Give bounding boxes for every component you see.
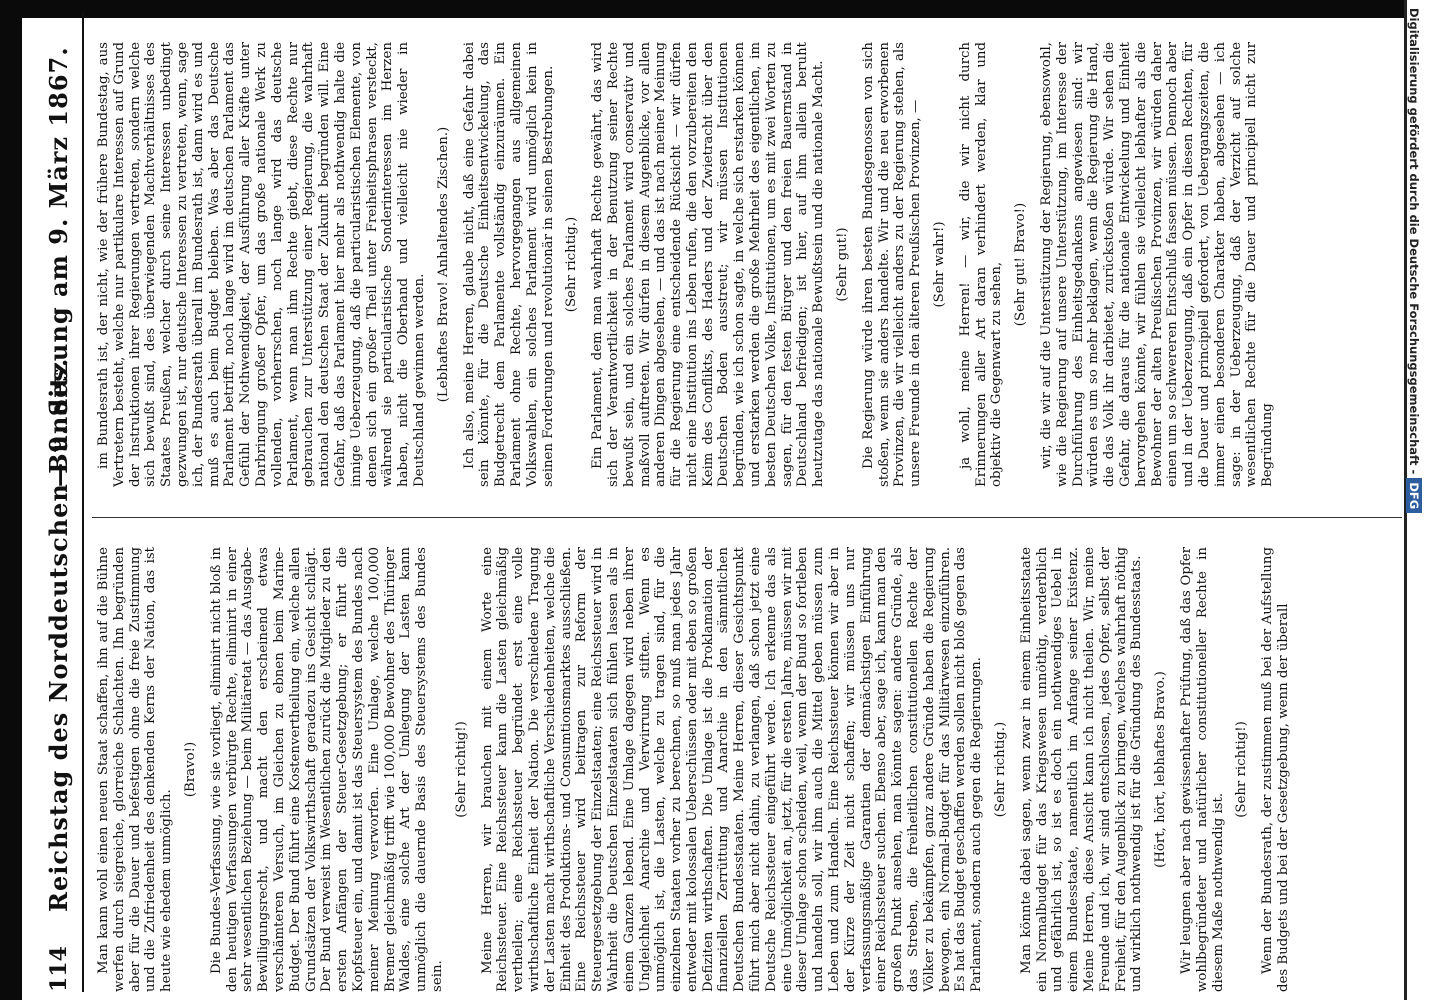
digitization-note-text: Digitalisierung gefördert durch die Deutsche Forschungsgemeinschaft - [1407,8,1421,475]
paragraph: Ich also, meine Herren, glaube nicht, daß eine Gefahr dabei sein könnte, für die Deutsche Einheitsentwickelung, das Budgetrecht dem Parlamente vollständig einzuräumen. Ein Parlament ohne Rechte, hervorgegangen aus allgemeinen Volkswahlen, ein solches Parlament wird unmöglich kein in seinen Forderungen und revolutionär in seinen Bestrebungen. [461,42,556,487]
paragraph: Die Regierung würde ihren besten Bundesgenossen von sich stoßen, wenn sie anders handelte. Wir und die neu erworbenen Provinzen, die wir vielleicht anders zu der Regierung stehen, als unsere Freunde in den älteren Preußischen Provinzen, — [860,42,924,487]
paragraph: Meine Herren, wir brauchen mit einem Worte eine Reichssteuer. Eine Reichssteuer kann die Lasten gleichmäßig vertheilen; eine Reichssteuer begründet erst eine volle wirthschaftliche Einheit der Nation. Die verschiedene Tragung der Lasten macht wirthschaftliche Verschiedenheiten, welche die Einheit des Produktions- und Consumtionsmarktes ausschließen. Eine Reichssteuer wird beitragen zur Reform der Steuergesetzgebung der Einzelstaaten; eine Reichssteuer wird in Wahrheit die Deutschen Einzelstaaten sich fühlen lassen als in einem Ganzen lebend. Eine Umlage dagegen wird neben ihrer Ungleichheit Anarchie und Verwirrung stiften. Wenn es unmöglich ist, die Lasten, welche zu tragen sind, für die einzelnen Staaten vorher zu berechnen, so muß man jedes Jahr entweder mit kolossalen Ueberschüssen oder mit eben so großen Defiziten wirthschaften. Die Umlage ist die Proklamation der finanziellen Zerrüttung und Anarchie in den sämmtlichen Deutschen Bundesstaaten. Meine Herren, dieser Gesichtspunkt führt mich aber nicht dahin, zu verlangen, daß schon jetzt eine Deutsche Reichssteuer eingeführt werde. Ich erkenne das als eine Unmöglichkeit an, jetzt, für die ersten Jahre, müssen wir mit dieser Umlage schon scheiden, weil, wenn der Bund so fortleben und handeln soll, wir ihm auch die Mittel geben müssen zum Leben und zum Handeln. Eine Reichssteuer können wir aber in der Kürze der Zeit nicht schaffen; wir müssen uns nur verfassungsmäßige Garantien der demnächstigen Einführung einer Reichssteuer suchen. Ebenso aber, sage ich, kann man den großen Punkt ansehen, man könnte sagen: andere Gründe, als das Streben, die freiheitlichen constitutionellen Rechte der Völker zu bekämpfen, ganz andere Gründe haben die Regierung bewogen, ein Normal-Budget für das Militärwesen einzuführen. Es hat das Budget geschaffen werden sollen nicht bloß gegen das Parlament, sondern auch gegen die Regierungen. [479,547,985,992]
right-column [96,42,1282,487]
paragraph: im Bundesrath ist, der nicht, wie der frühere Bundestag, aus Vertretern besteht, welche nur partikulare Interessen auf Grund der Instruktionen ihrer Regierungen vertreten, sondern welche sich bewußt sind, des überwiegenden Machtverhältnisses des Staates Preußen, welcher durch seine Interessen unbedingt gezwungen ist, nur deutsche Interessen zu vertreten, wenn, sage ich, der Bundesrath überall im Bundesrath ist, dann wird es und muß es auch beim Budget bleiben. Was aber das Deutsche Parlament betrifft, noch lange wird im deutschen Parlament das Gefühl der Nothwendigkeit, der Ausführung aller Kräfte unter Darbringung großer Opfer, um das große nationale Werk zu vollenden, vorherrschen, noch lange wird das deutsche Parlament, wenn man ihm Rechte giebt, diese Rechte nur gebrauchen zur Unterstützung einer Regierung, die wahrhaft national den deutschen Staat der Zukunft begründen will. Eine Gefahr, daß das Parlament hier mehr als nothwendig halte die innige Ueberzeugung, daß die particularistischen Elemente, von denen sich ein großer Theil unter Freiheitsphrasen versteckt, während sie particularistische Sonderinteressen im Herzen haben, nicht die Oberhand und vielleicht nie wieder in Deutschland gewinnen werden. [96,42,427,487]
interjection: (Sehr richtig.) [993,721,1009,818]
paragraph: Wir leugnen aber nach gewissenhafter Prüfung, daß das Opfer wohlbegründeter und natürlicher constitutioneller Rechte in diesem Maße nothwendig ist. [1179,547,1226,992]
paragraph: Die Bundes-Verfassung, wie sie vorliegt, eliminirt nicht bloß in den heutigen Verfassungen verbürgte Rechte, eliminirt in einer sehr wesentlichen Beziehung — beim Militäretat — das Ausgabe-Bewilligungsrecht, und macht den erscheinend etwas verschämteren Versuch, im Gleichen zu ebnen beim Marine-Budget. Der Bund führt eine Kostenvertheilung ein, welche allen Grundsätzen der Volkswirthschaft geradezu ins Gesicht schlägt. Der Bund verweist im Wesentlichen zurück die Mitglieder zu den ersten Anfängen der Steuer-Gesetzgebung; er führt die Kopfsteuer ein, und damit ist das Steuersystem des Bundes nach meiner Meinung verworfen. Eine Umlage, welche 100,000 Bremer gleichmäßig trifft wie 100,000 Bewohner des Thüringer Waldes, eine solche Art der Umlegung der Lasten kann unmöglich die dauernde Basis des Steuersystems des Bundes sein. [208,547,445,992]
interjection: (Sehr richtig!) [1234,721,1250,818]
paragraph: Wenn der Bundesrath, der zustimmen muß bei der Aufstellung des Budgets und bei der Gesetzgebung, wenn der überall [1260,547,1291,992]
dfg-logo-badge: DFG [1406,478,1422,513]
interjection: (Sehr gut! Bravo!) [1013,202,1029,327]
interjection: (Sehr richtig!) [453,721,469,818]
document-page [38,12,1408,992]
interjection: (Hört, hört, lebhaftes Bravo.) [1153,671,1169,868]
paragraph: Ein Parlament, dem man wahrhaft Rechte gewährt, das wird sich der Verantwortlichkeit in der Benutzung seiner Rechte bewußt sein, und ein solches Parlament wird conservativ und maßvoll auftreten. Wir dürfen in diesem Augenblicke, vor allen anderen Dingen abgesehen, — und das ist nach meiner Meinung für die Regierung eine entscheidende Rücksicht — wir dürfen nicht eine Institution ins Leben rufen, die den vorzubereiten den Keim des Conflikts, des Haders und der Zwietracht über den Deutschen Boden ausstreut; wir müssen Institutionen begründen, wie ich schon sagte, in welche sich erstarken können und erstarken werden die große Mehrheit des eigentlichen, im besten Deutschen Volke, Institutionen, um es mit zwei Worten zu sagen, für den festen Bürger und den freien Bauernstand in Deutschland befriedigen; ist hier, auf ihm allein beruht heutzutage das nationale Bewußtsein und die nationale Macht. [590,42,827,487]
interjection: (Sehr wahr!) [932,221,948,308]
interjection: (Lebhaftes Bravo! Anhaltendes Zischen.) [435,126,451,403]
paragraph: Man kann wohl einen neuen Staat schaffen, ihn auf die Bühne werfen durch siegreiche, glorreiche Schlachten. Ihn begründen aber für die Dauer und befestigen ohne die freie Zustimmung und die Zufriedenheit des denkenden Kerns der Nation, das ist heute wie ehedem unmöglich. [96,547,175,992]
paragraph: ja wohl, meine Herren! — wir, die wir nicht durch Erinnerungen aller Art daran verhindert werden, klar und objektiv die Gegenwart zu sehen, [957,42,1005,487]
digitization-note [1403,8,1425,1008]
interjection: (Sehr richtig.) [564,216,580,313]
paragraph: wir, die wir auf die Unterstützung der Regierung, ebensowohl, wie die Regierung auf unsere Unterstützung, im Interesse der Durchführung des Einheitsgedankens angewiesen sind: wir würden es um so mehr beklagen, wenn die Regierung die Hand, die das Volk ihr darbietet, zurückstoßen würde. Wir sehen die Gefahr, die daraus für die nationale Entwickelung und Einheit hervorgehen könnte, wir fühlen sie vielleicht lebhafter als die Bewohner der alten Preußischen Provinzen, wir würden daher einen um so schwereren Entschluß fassen müssen. Dennoch aber und in der Ueberzeugung, daß ein Opfer in diesen Rechten, für die Dauer und principiell gefordert, von Uebergangszeiten, die immer einen besonderen Charakter haben, abgesehen — ich sage: in der Ueberzeugung, daß der Verzicht auf solche wesentlichen Rechte für die Dauer und principiell nicht zur Begründung [1039,42,1276,487]
running-title-right: — 9. Sitzung am 9. März 1867. [44,46,73,487]
page-number: 114 [46,946,72,992]
paragraph: Man könnte dabei sagen, wenn zwar in einem Einheitsstaate ein Normalbudget für das Kriegswesen unnöthig, verderblich und gefährlich ist, so ist es doch ein nothwendiges Uebel in einem Bundesstaate, namentlich im Anfange seiner Existenz. Meine Herren, diese Ansicht kann ich nicht theilen. Wir, meine Freunde und ich, wir sind entschlossen, jedes Opfer, selbst der Freiheit, für den Augenblick zu bringen, welches wahrhaft nöthig und wirklich nothwendig ist für die Gründung des Bundesstaats. [1018,547,1145,992]
running-title-left: Reichstag des Norddeutschen Bundes. [44,357,73,912]
left-column [96,547,1298,992]
scan-border-left [0,0,22,1000]
page-header [38,12,84,992]
column-divider [92,517,1402,518]
interjection: (Bravo!) [182,741,198,798]
interjection: (Sehr gut!) [835,227,851,302]
